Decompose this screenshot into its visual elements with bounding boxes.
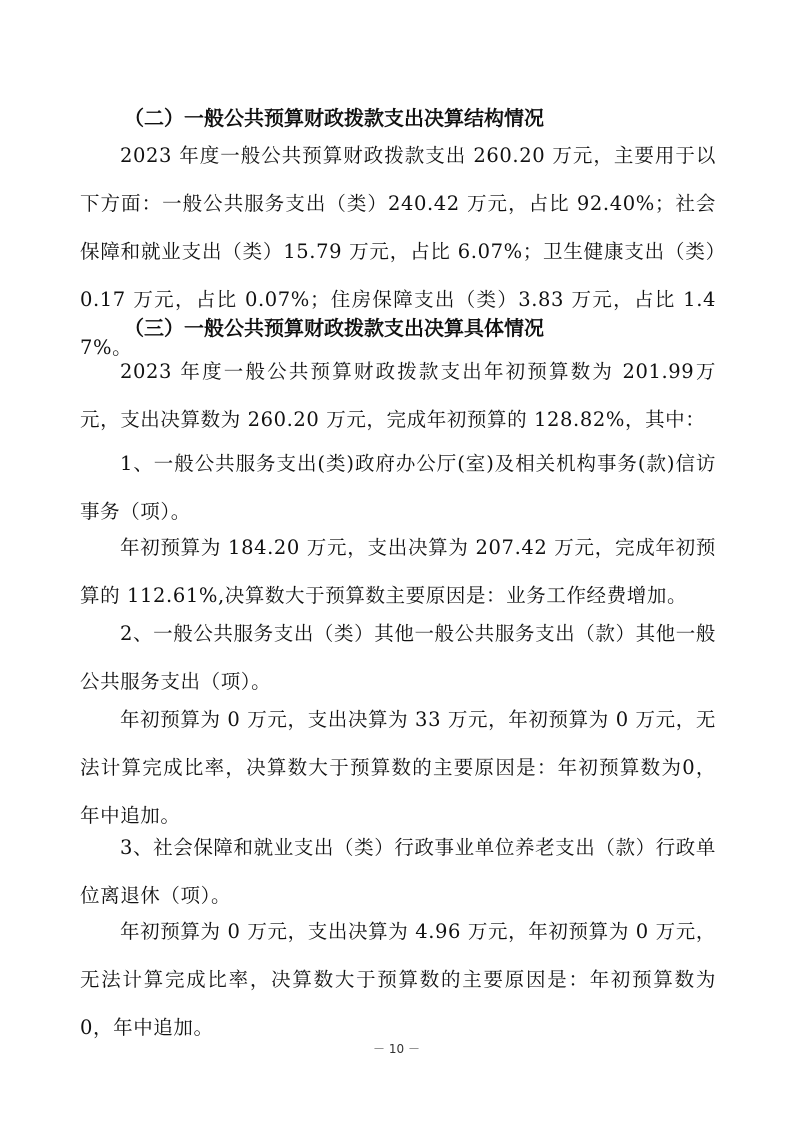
section-heading-details: （三）一般公共预算财政拨款支出决算具体情况 (124, 316, 544, 340)
item-3-title: 3、社会保障和就业支出（类）行政事业单位养老支出（款）行政单位离退休（项）。 (80, 836, 716, 907)
item-3-detail: 年初预算为 0 万元，支出决算为 4.96 万元，年初预算为 0 万元，无法计算完成比率，决算数大于预算数的主要原因是：年初预算数为0，年中追加。 (80, 920, 716, 1039)
item-2-title: 2、一般公共服务支出（类）其他一般公共服务支出（款）其他一般公共服务支出（项）。 (80, 622, 716, 693)
item-1-detail: 年初预算为 184.20 万元，支出决算为 207.42 万元，完成年初预算的 112.61%,决算数大于预算数主要原因是：业务工作经费增加。 (80, 536, 716, 607)
item-1-title: 1、一般公共服务支出(类)政府办公厅(室)及相关机构事务(款)信访事务（项）。 (80, 452, 716, 523)
structure-paragraph: 2023 年度一般公共预算财政拨款支出 260.20 万元，主要用于以下方面：一般公共服务支出（类）240.42 万元，占比 92.40%；社会保障和就业支出（类）15.79 万元，占比 6.07%；卫生健康支出（类）0.17 万元，占比 0.07%；住房保障支出（类）3.83 万元，占比 1.47%。 (80, 144, 716, 359)
page-number: － 10 － (373, 1042, 420, 1056)
section-heading-structure: （二）一般公共预算财政拨款支出决算结构情况 (124, 106, 544, 130)
item-2-detail: 年初预算为 0 万元，支出决算为 33 万元，年初预算为 0 万元，无法计算完成比率，决算数大于预算数的主要原因是：年初预算数为0，年中追加。 (80, 708, 716, 827)
details-intro-paragraph: 2023 年度一般公共预算财政拨款支出年初预算数为 201.99万元，支出决算数为 260.20 万元，完成年初预算的 128.82%，其中： (80, 360, 716, 431)
